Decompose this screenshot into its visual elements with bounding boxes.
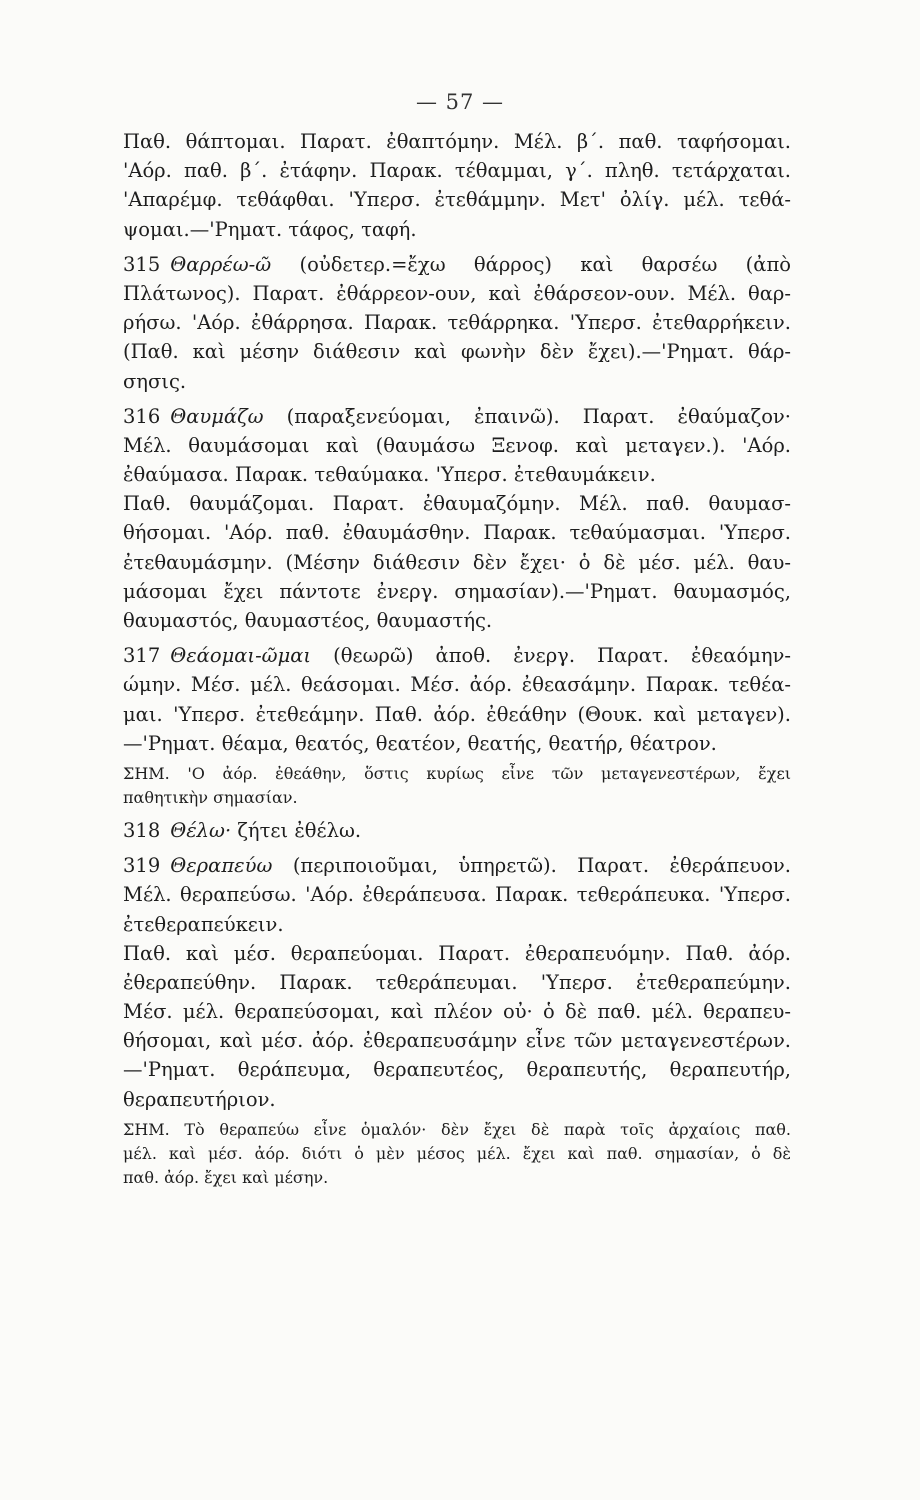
line-text: ώμην. Μέσ. μέλ. θεάσομαι. Μέσ. ἀόρ. ἐθεασάμην. Παρακ. τεθέα- [123, 673, 791, 697]
text-line [123, 308, 791, 337]
line-text: ΣΗΜ. 'Ο ἀόρ. ἐθεάθην, ὅστις κυρίως εἶνε τῶν μεταγενεστέρων, ἔχει [123, 763, 791, 783]
line-text: Παθ. θάπτομαι. Παρατ. ἐθαπτόμην. Μέλ. β΄. παθ. ταφήσομαι. [123, 130, 791, 153]
text-line [123, 729, 791, 758]
text-line [123, 337, 791, 366]
text-line [123, 1085, 791, 1114]
text-line [123, 460, 791, 489]
text-line [123, 1026, 791, 1055]
text-line [123, 367, 791, 396]
text-line [123, 185, 791, 214]
line-text: (οὐδετερ.=ἔχω θάρρος) καὶ θαρσέω (ἀπὸ [299, 252, 791, 276]
line-text: Μέλ. θεραπεύσω. 'Αόρ. ἐθεράπευσα. Παρακ. τεθεράπευκα. 'Υπερσ. [123, 883, 791, 907]
entry-headword: Θαρρέω-ῶ [170, 252, 300, 276]
text-line [123, 577, 791, 606]
line-text: 'Αόρ. παθ. β΄. ἐτάφην. Παρακ. τέθαμμαι, γ΄. πληθ. τετάρχαται. [123, 159, 791, 183]
text-line [123, 548, 791, 577]
page-number: — 57 — [415, 90, 505, 114]
line-text: θήσομαι. 'Αόρ. παθ. ἐθαυμάσθην. Παρακ. τεθαύμασμαι. 'Υπερσ. [123, 521, 791, 545]
line-text: μάσομαι ἔχει πάντοτε ἐνεργ. σημασίαν).—'Ρηματ. θαυμασμός, [123, 579, 791, 603]
text-line [123, 1142, 791, 1166]
line-text: (παραξενεύομαι, ἐπαινῶ). Παρατ. ἐθαύμαζον· [286, 404, 791, 428]
line-text: θαυμαστός, θαυμαστέος, θαυμαστής. [123, 609, 493, 632]
line-text: Μέλ. θαυμάσομαι καὶ (θαυμάσω Ξενοφ. καὶ μεταγεν.). 'Αόρ. [123, 433, 791, 457]
text-line [123, 431, 791, 460]
entry-headword: Θαυμάζω [170, 404, 287, 428]
line-text: μαι. 'Υπερσ. ἐτεθεάμην. Παθ. ἀόρ. ἐθεάθην (Θουκ. καὶ μεταγεν). [123, 702, 791, 726]
line-text: παθ. ἀόρ. ἔχει καὶ μέσην. [123, 1167, 329, 1187]
text-line [123, 606, 791, 635]
entry-block [123, 402, 791, 636]
line-text: ΣΗΜ. Τὸ θεραπεύω εἶνε ὁμαλόν· δὲν ἔχει δὲ παρὰ τοῖς ἀρχαίοις παθ. [123, 1119, 791, 1139]
text-line [123, 786, 791, 810]
text-line [123, 489, 791, 518]
entry-block [123, 250, 791, 396]
line-text: —'Ρηματ. θεράπευμα, θεραπευτέος, θεραπευτής, θεραπευτήρ, [123, 1058, 791, 1082]
entry-number: 319 [123, 854, 161, 878]
entry-block [123, 816, 791, 845]
text-line [123, 127, 791, 156]
text-line [123, 641, 791, 670]
text-line [123, 279, 791, 308]
line-text: ζήτει ἐθέλω. [237, 818, 362, 842]
text-line [123, 156, 791, 185]
line-text: (θεωρῶ) ἀποθ. ἐνεργ. Παρατ. ἐθεαόμην- [333, 644, 791, 668]
text-line [123, 670, 791, 699]
text-line [123, 402, 791, 431]
entry-headword: Θεραπεύω [170, 854, 293, 878]
text-line [123, 700, 791, 729]
text-line [123, 997, 791, 1026]
line-text: ἐθαύμασα. Παρακ. τεθαύμακα. 'Υπερσ. ἐτεθαυμάκειν. [123, 463, 656, 487]
line-text: ἐτεθεραπεύκειν. [123, 912, 284, 936]
text-line [123, 939, 791, 968]
entry-number: 315 [123, 252, 161, 276]
line-text: θεραπευτήριον. [123, 1087, 276, 1111]
text-line [123, 880, 791, 909]
text-line [123, 1055, 791, 1084]
line-text: ἐθεραπεύθην. Παρακ. τεθεράπευμαι. 'Υπερσ. ἐτεθεραπεύμην. [123, 970, 791, 994]
entry-number: 317 [123, 644, 161, 668]
line-text: 'Απαρέμφ. τεθάφθαι. 'Υπερσ. ἐτεθάμμην. Μετ' ὀλίγ. μέλ. τεθά- [123, 188, 791, 212]
line-text: ἐτεθαυμάσμην. (Μέσην διάθεσιν δὲν ἔχει· ὁ δὲ μέσ. μέλ. θαυ- [123, 550, 791, 574]
text-line [123, 1166, 791, 1190]
line-text: Παθ. θαυμάζομαι. Παρατ. ἐθαυμαζόμην. Μέλ. παθ. θαυμασ- [123, 492, 791, 516]
text-line [123, 910, 791, 939]
line-text: Πλάτωνος). Παρατ. ἐθάρρεον-ουν, καὶ ἐθάρσεον-ουν. Μέλ. θαρ- [123, 281, 791, 305]
text-line [123, 250, 791, 279]
line-text: —'Ρηματ. θέαμα, θεατός, θεατέον, θεατής, θεατήρ, θέατρον. [123, 731, 717, 755]
dictionary-text [123, 127, 791, 1190]
text-line [123, 816, 791, 845]
note-block [123, 762, 791, 810]
note-block [123, 1118, 791, 1190]
entry-block [123, 127, 791, 244]
line-text: παθητικὴν σημασίαν. [123, 787, 298, 807]
entry-headword: Θεάομαι-ῶμαι [170, 644, 334, 668]
text-line [123, 215, 791, 244]
line-text: (περιποιοῦμαι, ὑπηρετῶ). Παρατ. ἐθεράπευον. [292, 854, 791, 878]
line-text: μέλ. καὶ μέσ. ἀόρ. διότι ὁ μὲν μέσος μέλ. ἔχει καὶ παθ. σημασίαν, ὁ δὲ [123, 1143, 791, 1163]
line-text: σησις. [123, 369, 187, 393]
text-line [123, 518, 791, 547]
entry-headword: Θέλω· [170, 818, 238, 842]
text-line [123, 851, 791, 880]
entry-number: 318 [123, 818, 161, 842]
line-text: (Παθ. καὶ μέσην διάθεσιν καὶ φωνὴν δὲν ἔχει).—'Ρηματ. θάρ- [123, 340, 791, 364]
line-text: Παθ. καὶ μέσ. θεραπεύομαι. Παρατ. ἐθεραπευόμην. Παθ. ἀόρ. [123, 941, 791, 965]
text-line [123, 968, 791, 997]
text-line [123, 762, 791, 786]
entry-block [123, 851, 791, 1114]
line-text: Μέσ. μέλ. θεραπεύσομαι, καὶ πλέον οὐ· ὁ δὲ παθ. μέλ. θεραπευ- [123, 1000, 791, 1024]
text-line [123, 1118, 791, 1142]
line-text: θήσομαι, καὶ μέσ. ἀόρ. ἐθεραπευσάμην εἶνε τῶν μεταγενεστέρων. [123, 1029, 791, 1053]
entry-block [123, 641, 791, 758]
line-text: ρήσω. 'Αόρ. ἐθάρρησα. Παρακ. τεθάρρηκα. 'Υπερσ. ἐτεθαρρήκειν. [123, 311, 791, 335]
entry-number: 316 [123, 404, 161, 428]
line-text: ψομαι.—'Ρηματ. τάφος, ταφή. [123, 217, 417, 241]
